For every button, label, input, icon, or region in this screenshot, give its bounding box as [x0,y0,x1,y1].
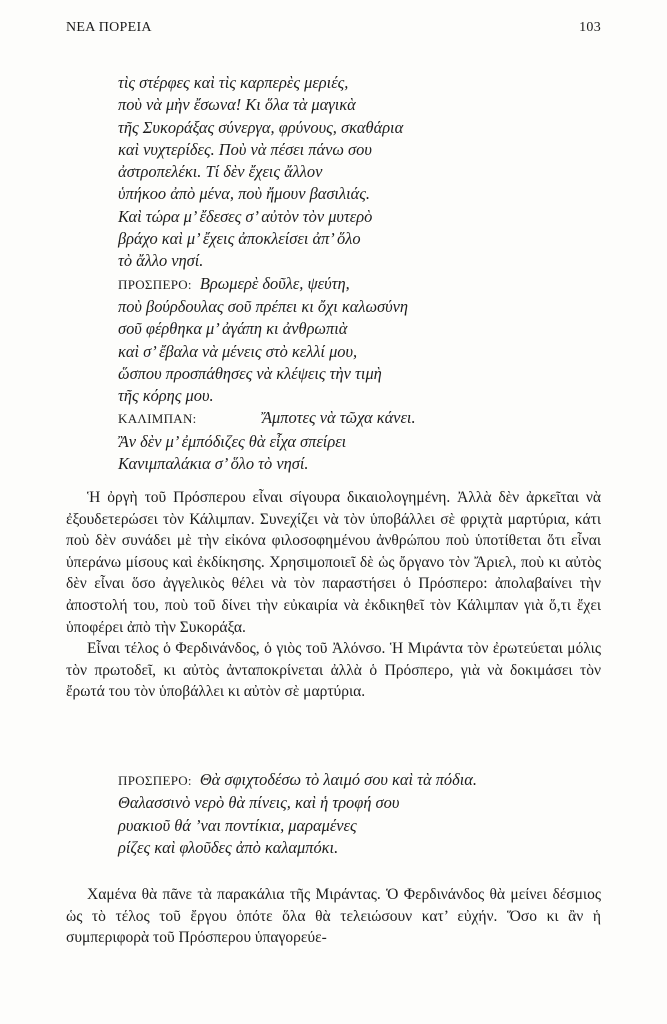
paragraph: Χαμένα θὰ πᾶνε τὰ παρακάλια τῆς Μιράντας. Ὁ Φερδινάνδος θὰ μείνει δέσμιος ὡς τὸ τέλος τοῦ ἔργου ὁπότε ὅλα θὰ τελειώσουν κατ’ εὐχήν. Ὅσο κι ἂν ἡ συμπεριφορὰ τοῦ Πρόσπερου ὑπαγορεύε- [66,886,601,947]
verse-text: Ἄμποτες νὰ τῶχα κάνει. [262,408,416,428]
speaker-name: ΚΑΛΙΜΠΑΝ: [118,411,197,427]
paragraph: Εἶναι τέλος ὁ Φερδινάνδος, ὁ γιὸς τοῦ Ἀλόνσο. Ἡ Μιράντα τὸν ἐρωτεύεται μόλις τὸν πρωτοδεῖ, κι αὐτὸς ἀνταποκρίνεται ἀλλὰ ὁ Πρόσπερο, γιὰ νὰ δοκιμάσει τὸν ἔρωτά του τὸν ὑποβάλλει κι αὐτὸν σὲ μαρτύρια. [66,640,601,701]
verse-line: τὶς στέρφες καὶ τὶς καρπερὲς μεριές, [118,73,349,92]
prose-block-2 [66,884,601,949]
verse-text: Θὰ σφιχτοδέσω τὸ λαιμό σου καὶ τὰ πόδια. [199,770,477,789]
page-number: 103 [579,20,601,35]
verse-line: ποὺ βούρδουλας σοῦ πρέπει κι ὄχι καλωσύνη [118,296,409,316]
verse-block-1 [118,72,416,475]
verse-line: τὸ ἄλλο νησί. [118,251,204,271]
verse-line-prospero [118,769,477,792]
paragraph: Ἡ ὀργὴ τοῦ Πρόσπερου εἶναι σίγουρα δικαιολογημένη. Ἀλλὰ δὲν ἀρκεῖται νὰ ἐξουδετερώσει τὸν Κάλιμπαν. Συνεχίζει νὰ τὸν ὑποβάλλει σὲ φριχτὰ μαρτύρια, κάτι ποὺ δὲν συνάδει μὲ τὴν εἰκόνα φιλοσοφημένου ἀνθρώπου ποὺ ὑποτίθεται ὅτι εἶναι ὑπεράνω μίσους καὶ ἐκδίκησης. Χρησιμοποιεῖ δὲ ὡς ὄργανο τὸν Ἄριελ, ποὺ κι αὐτὸς δὲν εἶναι ὅσο ἀγγελικὸς θέλει νὰ τὸν παραστήσει ὁ Πρόσπερο: ἀπολαβαίνει τὴν ἀποστολή του, ποὺ τοῦ δίνει τὴν εὐκαιρία νὰ ἐκδικηθεῖ τὸν Κάλιμπαν γιὰ ὅ,τι ἔχει ὑποφέρει ἀπὸ τὴν Συκοράξα. [66,489,601,636]
verse-line: τῆς Συκοράξας σύνεργα, φρύνους, σκαθάρια [118,117,404,137]
verse-line: ρυακιοῦ θά ’ναι ποντίκια, μαραμένες [118,815,357,835]
verse-block-2 [118,769,477,859]
verse-line: ἀστροπελέκι. Τί δὲν ἔχεις ἄλλον [118,162,323,182]
verse-line-prospero [118,273,416,296]
verse-text: Βρωμερὲ δοῦλε, ψεύτη, [199,273,350,293]
verse-line: σοῦ φέρθηκα μ’ ἀγάπη κι ἀνθρωπιὰ [118,319,348,339]
verse-line: Κανιμπαλάκια σ’ ὅλο τὸ νησί. [118,454,309,474]
verse-line: καὶ νυχτερίδες. Ποὺ νὰ πέσει πάνω σου [118,139,372,159]
verse-line: ποὺ νὰ μὴν ἔσωνα! Κι ὅλα τὰ μαγικὰ [118,95,356,115]
verse-line: καὶ σ’ ἔβαλα νὰ μένεις στὸ κελλί μου, [118,341,358,361]
verse-line-caliban [118,407,416,430]
verse-line: Θαλασσινὸ νερὸ θὰ πίνεις, καὶ ἡ τροφή σου [118,793,400,813]
prose-block-1 [66,487,601,703]
verse-line: βράχο καὶ μ’ ἔχεις ἀποκλείσει ἀπ’ ὅλο [118,229,361,249]
speaker-name: ΠΡΟΣΠΕΡΟ: [118,773,192,788]
running-title: ΝΕΑ ΠΟΡΕΙΑ [66,20,152,35]
verse-line: ρίζες καὶ φλοῦδες ἀπὸ καλαμπόκι. [118,837,339,857]
speaker-name: ΠΡΟΣΠΕΡΟ: [118,276,192,292]
verse-line: Καὶ τώρα μ’ ἔδεσες σ’ αὐτὸν τὸν μυτερὸ [118,206,373,226]
verse-line: ὥσπου προσπάθησες νὰ κλέψεις τὴν τιμὴ [118,363,382,383]
page-header [66,20,601,36]
verse-line: ὑπήκοο ἀπὸ μένα, ποὺ ἤμουν βασιλιάς. [118,184,370,204]
verse-line: τῆς κόρης μου. [118,386,214,406]
verse-line: Ἂν δὲν μ’ ἐμπόδιζες θὰ εἶχα σπείρει [118,431,347,451]
